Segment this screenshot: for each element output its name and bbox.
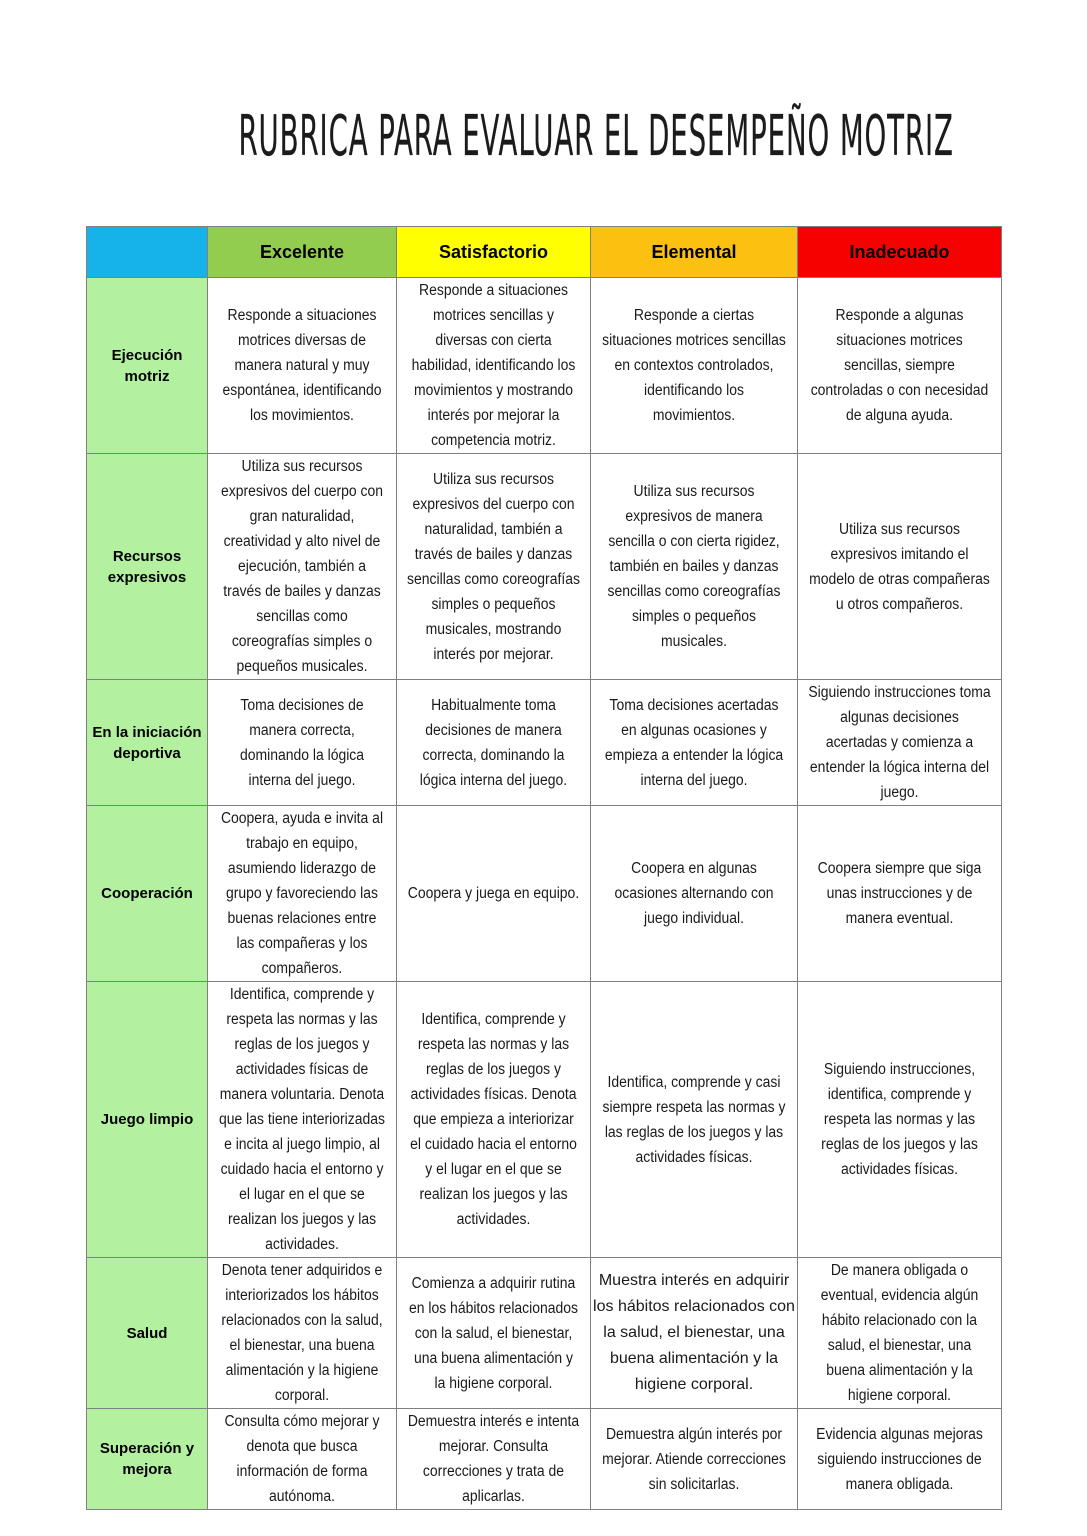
cell-inadecuado <box>798 680 1002 806</box>
table-row <box>87 1409 1002 1510</box>
cell-satisfactorio <box>397 454 591 680</box>
table-row <box>87 806 1002 982</box>
cell-excelente <box>208 806 397 982</box>
cell-text: Responde a ciertas situaciones motrices sencillas en contextos controlados, identificando los movimientos. <box>602 307 786 424</box>
rubric-table <box>86 226 1002 1510</box>
criterion-label: Cooperación <box>87 806 208 982</box>
table-row <box>87 982 1002 1258</box>
criterion-label: Salud <box>87 1258 208 1409</box>
cell-excelente <box>208 680 397 806</box>
cell-text: Siguiendo instrucciones, identifica, comprende y respeta las normas y las reglas de los juegos y las actividades físicas. <box>821 1061 978 1178</box>
cell-text: Siguiendo instrucciones toma algunas decisiones acertadas y comienza a entender la lógica interna del juego. <box>808 684 991 801</box>
cell-excelente <box>208 1258 397 1409</box>
criterion-label: Superación y mejora <box>87 1409 208 1510</box>
cell-satisfactorio <box>397 278 591 454</box>
cell-text: Identifica, comprende y respeta las normas y las reglas de los juegos y actividades físicas de manera voluntaria. Denota que las tiene interiorizadas e incita al juego limpio, al cuidado hacia el entorno y el lugar en el que se realizan los juegos y las actividades. <box>219 986 385 1253</box>
cell-text: Utiliza sus recursos expresivos de manera sencilla o con cierta rigidez, también en bailes y danzas sencillas como coreografías simples o pequeños musicales. <box>607 483 781 650</box>
criterion-label: Juego limpio <box>87 982 208 1258</box>
cell-text: Identifica, comprende y respeta las normas y las reglas de los juegos y actividades físicas. Denota que empieza a interiorizar el cuidado hacia el entorno y el lugar en el que se realizan los juegos y las actividades. <box>410 1011 577 1228</box>
cell-elemental <box>591 982 798 1258</box>
page-title-container <box>0 102 1087 169</box>
cell-text: De manera obligada o eventual, evidencia algún hábito relacionado con la salud, el bienestar, una buena alimentación y la higiene corporal. <box>820 1262 979 1404</box>
cell-text: Responde a situaciones motrices sencillas y diversas con cierta habilidad, identificando los movimientos y mostrando interés por mejorar la competencia motriz. <box>411 282 576 449</box>
table-header-row <box>87 227 1002 278</box>
cell-inadecuado <box>798 806 1002 982</box>
cell-text: Toma decisiones acertadas en algunas ocasiones y empieza a entender la lógica interna del juego. <box>604 696 784 789</box>
header-inadecuado: Inadecuado <box>798 227 1002 278</box>
cell-text: Responde a situaciones motrices diversas de manera natural y muy espontánea, identificando los movimientos. <box>222 307 382 424</box>
table-row <box>87 680 1002 806</box>
cell-text: Utiliza sus recursos expresivos del cuerpo con gran naturalidad, creatividad y alto nivel de ejecución, también a través de bailes y danzas sencillas como coreografías simples o pequeños musicales. <box>220 458 384 675</box>
cell-text: Habitualmente toma decisiones de manera correcta, dominando la lógica interna del juego. <box>419 696 568 789</box>
cell-elemental <box>591 1409 798 1510</box>
header-corner-cell <box>87 227 208 278</box>
cell-text: Utiliza sus recursos expresivos del cuerpo con naturalidad, también a través de bailes y danzas sencillas como coreografías simples o pequeños musicales, mostrando interés por mejorar. <box>407 470 580 663</box>
header-satisfactorio: Satisfactorio <box>397 227 591 278</box>
cell-satisfactorio <box>397 1409 591 1510</box>
cell-excelente <box>208 1409 397 1510</box>
cell-satisfactorio <box>397 1258 591 1409</box>
cell-inadecuado <box>798 982 1002 1258</box>
table-row <box>87 1258 1002 1409</box>
cell-text: Utiliza sus recursos expresivos imitando el modelo de otras compañeras u otros compañeros. <box>809 520 990 613</box>
cell-inadecuado <box>798 1258 1002 1409</box>
page-title: RUBRICA PARA EVALUAR EL DESEMPEÑO MOTRIZ <box>238 102 954 169</box>
cell-inadecuado <box>798 278 1002 454</box>
cell-elemental <box>591 806 798 982</box>
criterion-label: En la iniciación deportiva <box>87 680 208 806</box>
cell-elemental <box>591 278 798 454</box>
cell-elemental <box>591 1258 798 1409</box>
cell-text: Coopera y juega en equipo. <box>407 885 580 902</box>
cell-satisfactorio <box>397 982 591 1258</box>
cell-satisfactorio <box>397 806 591 982</box>
cell-text: Muestra interés en adquirir los hábitos relacionados con la salud, el bienestar, una buena alimentación y la higiene corporal. <box>593 1272 795 1393</box>
cell-satisfactorio <box>397 680 591 806</box>
cell-text: Identifica, comprende y casi siempre respeta las normas y las reglas de los juegos y las actividades físicas. <box>602 1073 786 1166</box>
header-excelente: Excelente <box>208 227 397 278</box>
cell-excelente <box>208 454 397 680</box>
table-row <box>87 278 1002 454</box>
cell-inadecuado <box>798 1409 1002 1510</box>
cell-text: Comienza a adquirir rutina en los hábitos relacionados con la salud, el bienestar, una buena alimentación y la higiene corporal. <box>408 1274 579 1392</box>
criterion-label: Ejecución motriz <box>87 278 208 454</box>
cell-elemental <box>591 454 798 680</box>
cell-text: Coopera, ayuda e invita al trabajo en equipo, asumiendo liderazgo de grupo y favoreciendo las buenas relaciones entre las compañeras y los compañeros. <box>220 810 384 977</box>
cell-text: Coopera en algunas ocasiones alternando con juego individual. <box>614 860 774 927</box>
table-row <box>87 454 1002 680</box>
cell-text: Toma decisiones de manera correcta, dominando la lógica interna del juego. <box>239 696 365 789</box>
cell-text: Demuestra interés e intenta mejorar. Consulta correcciones y trata de aplicarlas. <box>407 1413 580 1505</box>
cell-text: Denota tener adquiridos e interiorizados los hábitos relacionados con la salud, el bienestar, una buena alimentación y la higiene corporal. <box>221 1262 383 1404</box>
cell-text: Demuestra algún interés por mejorar. Atiende correcciones sin solicitarlas. <box>602 1425 786 1493</box>
cell-text: Coopera siempre que siga unas instrucciones y de manera eventual. <box>817 860 982 927</box>
criterion-label: Recursos expresivos <box>87 454 208 680</box>
cell-text: Responde a algunas situaciones motrices sencillas, siempre controladas o con necesidad de alguna ayuda. <box>810 307 989 424</box>
cell-text: Evidencia algunas mejoras siguiendo instrucciones de manera obligada. <box>816 1425 983 1493</box>
header-elemental: Elemental <box>591 227 798 278</box>
cell-elemental <box>591 680 798 806</box>
cell-inadecuado <box>798 454 1002 680</box>
cell-excelente <box>208 982 397 1258</box>
cell-excelente <box>208 278 397 454</box>
cell-text: Consulta cómo mejorar y denota que busca información de forma autónoma. <box>224 1413 380 1505</box>
